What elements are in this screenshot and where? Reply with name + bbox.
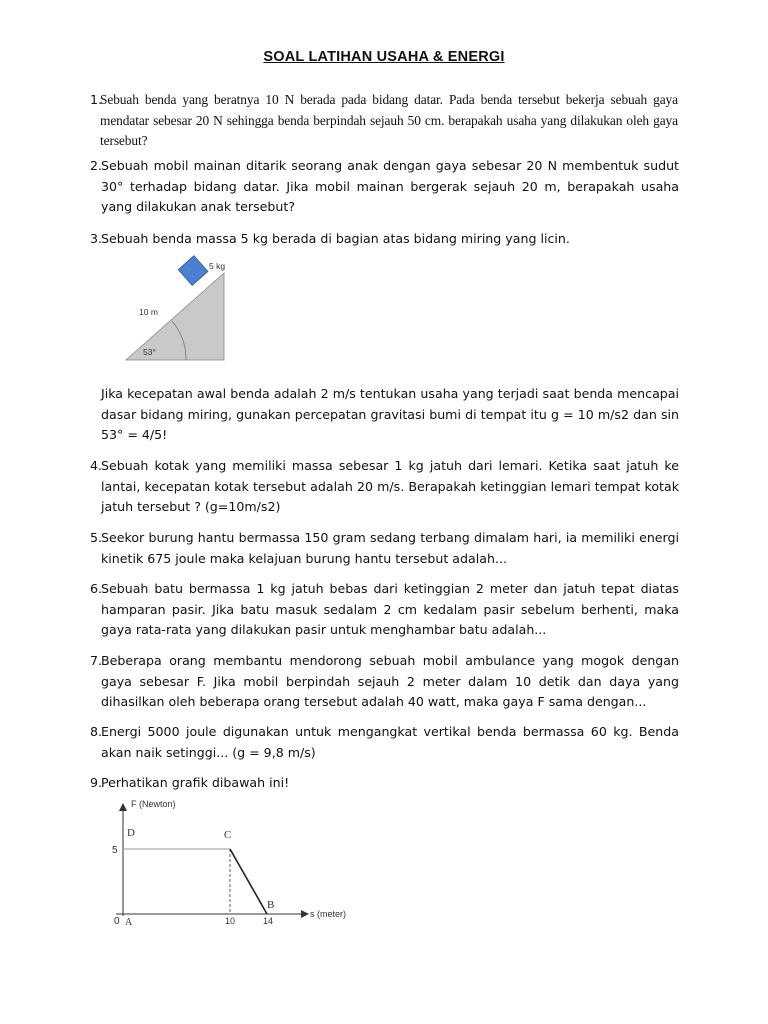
y-tick-label: 5 [112, 845, 118, 856]
question-text: Energi 5000 joule digunakan untuk mengangkat vertikal benda bermassa 60 kg. Benda akan naik setinggi... (g = 9,8 m/s) [101, 724, 679, 760]
x-tick-label-14: 14 [263, 916, 274, 926]
graph-segment-cb [230, 849, 267, 914]
question-text: Seekor burung hantu bermassa 150 gram sedang terbang dimalam hari, ia memiliki energi kinetik 675 joule maka kelajuan burung hantu tersebut adalah... [101, 530, 679, 566]
origin-label: 0 [114, 916, 120, 927]
question-number: 6. [90, 581, 103, 596]
x-axis-label: s (meter) [310, 909, 346, 919]
question-text: Sebuah benda massa 5 kg berada di bagian atas bidang miring yang licin. [101, 231, 570, 246]
force-displacement-graph [100, 793, 370, 938]
question-number: 2. [90, 158, 103, 173]
question-number: 5. [90, 530, 103, 545]
question-text: Sebuah benda yang beratnya 10 N berada pada bidang datar. Pada benda tersebut bekerja sebuah gaya mendatar sebesar 20 N sehingga benda berpindah sejauh 50 cm. berapakah usaha yang dilakukan oleh gaya tersebut? [100, 92, 678, 148]
incline-diagram [120, 255, 230, 365]
question-number: 3. [90, 231, 103, 246]
question-text: Sebuah mobil mainan ditarik seorang anak dengan gaya sebesar 20 N membentuk sudut 30° terhadap bidang datar. Jika mobil mainan bergerak sejauh 20 m, berapakah usaha yang dilakukan anak tersebut? [101, 158, 679, 214]
question-text: Sebuah batu bermassa 1 kg jatuh bebas dari ketinggian 2 meter dan jatuh tepat diatas hamparan pasir. Jika batu masuk sedalam 2 cm kedalam pasir sebelum berhenti, maka gaya rata-rata yang dilakukan pasir untuk menghambar batu adalah... [101, 581, 679, 637]
mass-label: 5 kg [209, 261, 226, 271]
angle-label: 53° [143, 347, 156, 357]
question-text: Jika kecepatan awal benda adalah 2 m/s tentukan usaha yang terjadi saat benda mencapai dasar bidang miring, gunakan percepatan gravitasi bumi di tempat itu g = 10 m/s2 dan sin 53° = 4/5! [101, 386, 679, 442]
mass-block [178, 256, 208, 286]
point-label-a: A [125, 917, 133, 928]
question-text: Perhatikan grafik dibawah ini! [101, 775, 290, 790]
point-label-b: B [267, 899, 275, 911]
question-text: Sebuah kotak yang memiliki massa sebesar 1 kg jatuh dari lemari. Ketika saat jatuh ke lantai, kecepatan kotak tersebut adalah 20 m/s. Berapakah ketinggian lemari tempat kotak jatuh tersebut ? (g=10m/s2) [101, 458, 679, 514]
question-text: Beberapa orang membantu mendorong sebuah mobil ambulance yang mogok dengan gaya sebesar F. Jika mobil berpindah sejauh 2 meter dalam 10 detik dan daya yang dihasilkan oleh beberapa orang tersebut adalah 40 watt, maka gaya F sama dengan... [101, 653, 679, 709]
length-label: 10 m [139, 307, 158, 317]
page-title: SOAL LATIHAN USAHA & ENERGI [263, 49, 505, 65]
y-axis-label: F (Newton) [131, 799, 176, 809]
question-number: 4. [90, 458, 103, 473]
question-number: 8. [90, 724, 103, 739]
question-number: 9. [90, 775, 103, 790]
x-tick-label-10: 10 [225, 916, 236, 926]
point-label-d: D [127, 827, 135, 839]
point-label-c: C [224, 829, 232, 841]
question-number: 1. [90, 92, 103, 107]
question-number: 7. [90, 653, 103, 668]
